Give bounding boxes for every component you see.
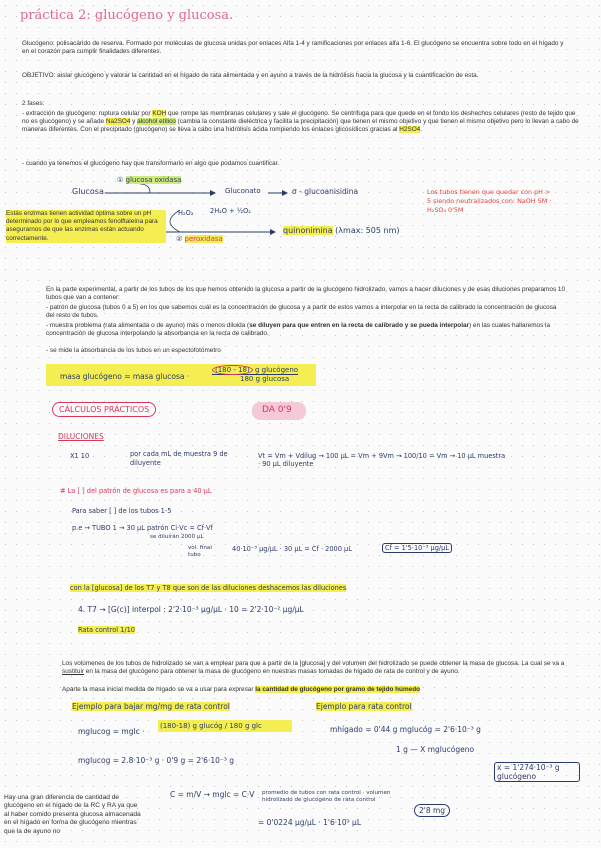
phase1-part: y (130, 118, 138, 126)
rata-control (78, 626, 135, 634)
neutralization-note: Los tubos tienen que quedar con pH > 5 siendo neutralizados con: NaOH 5M · H₂SO₄ 0'5M (427, 188, 552, 214)
para-saber: Para saber [ ] de los tubos 1-5 (72, 507, 172, 515)
arrow-head (282, 190, 288, 196)
sample-part: ) en las cuales hallaremos la concentración de glucosa interpolando la absorbancia en la recta de calibrado. (46, 322, 551, 338)
glycogen-per-gram-highlight: la cantidad de glucógeno por gramo de tejido húmedo (255, 686, 420, 693)
tubo-result: Cf = 1'5·10⁻³ μg/μL (382, 543, 452, 553)
quinone-row (283, 226, 400, 235)
right-eq1: mhígado = 0'44 g mglucóg = 2'6·10⁻³ g (330, 725, 481, 734)
enzyme1-label: glucosa oxidasa (125, 176, 182, 184)
tubo-note: se diluirán 2000 μL (150, 534, 204, 540)
phase1-part: . (420, 126, 423, 134)
t7-calc: 4. T7 → [G(c)] interpol : 2'2·10⁻³ μg/μL · 10 = 2'2·10⁻² μg/μL (78, 605, 304, 614)
enzyme1 (117, 176, 181, 184)
ejemplo-left-label: Ejemplo para bajar mg/mg de rata control (72, 702, 230, 711)
lambda-label: (λmax: 505 nm) (335, 226, 400, 235)
phase2-text: - cuando ya tenemos el glucógeno hay que transformarlo en algo que podamos cuantificar. (22, 160, 280, 167)
experimental-sample (46, 322, 566, 338)
experimental-absorbance: - se mide la absorbancia de los tubos en un espectofotómetro (46, 347, 221, 354)
volumes-part: Los volúmenes de los tubos de hidrolizado se van a emplear para que a partir de la [glucosa] y del volumen del hidrolizado se puede obtener la masa de glucosa. La cual se va a (62, 660, 565, 667)
right-result-box: x = 1'274·10⁻³ g glucógeno (494, 762, 580, 782)
fraction (212, 366, 298, 383)
na2so4-highlight: Na2SO4 (105, 118, 131, 126)
phases-title: 2 fases: (22, 100, 45, 107)
vol-label: vol. final tubo (188, 545, 212, 558)
c-eq: C = m/V → mglc = C·V (170, 790, 255, 799)
page-title: práctica 2: glucógeno y glucosa. (20, 8, 234, 23)
dil-desc: por cada mL de muestra 9 de diluyente (130, 450, 228, 467)
mass-equation: masa glucógeno = masa glucosa · (60, 372, 190, 381)
objective: OBJETIVO: aislar glucógeno y valorar la cantidad en el hígado de rata alimentada y en ayuno a través de la hidrólisis hacia la glucosa y la cuantificación de esta. (22, 72, 479, 79)
num1-icon: ① (117, 176, 124, 184)
frac-numerator: (180 - 18) (212, 365, 253, 375)
mglu-eq: mglucog = mglc · (78, 727, 145, 736)
h2o2-label: H₂O₂ (178, 209, 194, 217)
experimental-intro: En la parte experimental, a partir de los tubos de los que hemos obtenido la glucosa a partir de la glucógeno hidrolizado, vamos a hacer diluciones y de esas diluciones preparamos 10 tubos que van a contener: (46, 286, 566, 302)
dil-x: X1 10 (70, 452, 90, 460)
c-result-box: 2'8 mg (414, 804, 450, 817)
conc-title: # La [ ] del patrón de glucosa es para a 40 μL (60, 487, 212, 495)
experimental-pattern: - patrón de glucosa (tubos 0 a 5) en los que sabemos cuál es la concentración de glucosa y a partir de estos vamos a interpolar en la recta de calibrado la concentración de glucosa del resto de tubos. (46, 304, 557, 320)
c-notes: promedio de tubos con rata control · volumen hidrolizado de glucógeno de rata control (262, 790, 391, 803)
diluciones-title: DILUCIONES (58, 432, 104, 441)
phase1-part: (cambia la constante dieléctrica y facilita la precipitación) que tienen el mismo objetivo y que tienen el mismo objetivo pero lo llevan a cabo de maneras diferentes. Con el precipitado (glucógeno) se lleva a cabo una hidrólisis ácida rompiendo los enlaces glicosídicos gracias al (22, 118, 579, 134)
rata-label: Rata control 1/10 (78, 626, 135, 634)
frac-denominator: 180 (240, 375, 254, 383)
frac-den-unit: g glucosa (255, 375, 290, 383)
mglu-result: mglucog = 2.8·10⁻³ g · 0'9 g = 2'6·10⁻³ g (78, 756, 234, 765)
volumes-p2 (62, 686, 572, 694)
interp-label: con la [glucosa] de los T7 y T8 que son de las diluciones deshacemos las diluciones (70, 584, 347, 592)
enzyme2 (176, 235, 223, 243)
volumes-p1 (62, 660, 572, 676)
num2-icon: ② (176, 235, 183, 243)
koh-highlight: KOH (152, 110, 167, 117)
ejemplo-left (72, 702, 230, 711)
peroxidasa-label: peroxidasa (184, 235, 223, 243)
volumes-part: Aparte la masa inicial medida de hígado se va a usar para expresar (62, 686, 256, 693)
phase1-part: que rompe las membranas celulares y sale el glucógeno. Se centrifuga para que quede en el fondo los deshechos celulares (resto de tejido que no es glucógeno) y se añade (22, 110, 576, 126)
glucosa-label: Glucosa (72, 187, 104, 196)
quinone-label: quinonimina (283, 226, 333, 235)
sample-bold: se diluyen para que entren en la recta de calibrado y se pueda interpolar (249, 322, 470, 329)
bottom-note: Hay una gran diferencia de cantidad de glucógeno en el hígado de la RC y RA ya que al haber comido presenta glucosa almacenada en el hígado en forma de glucógeno mientras que la de ayuno no (4, 794, 141, 835)
da-label: DA 0'9 (262, 405, 292, 415)
alcohol-highlight: alcohol etílico (137, 118, 176, 126)
dil-vt: Vt = Vm + Vdilug → 100 μL = Vm + 9Vm → 100/10 = Vm → 10 μL muestra · 90 μL diluyente (258, 452, 506, 468)
c-calc: = 0'0224 μg/μL · 1'6·10³ μL (258, 818, 362, 827)
tubo-eq: p.e → TUBO 1 → 30 μL patrón Ci·Vc = Cf·Vf (72, 524, 213, 532)
water-label: 2H₂O + ½O₂ (210, 207, 251, 215)
sustituir-underline: sustituir (62, 668, 85, 676)
mglu-frac: (180-18) g glucóg / 180 g glc (158, 720, 292, 732)
ejemplo-right (316, 702, 412, 711)
product-label: σ - glucoanisidina (292, 187, 359, 196)
calculos-title: CÁLCULOS PRÁCTICOS (52, 402, 156, 417)
ejemplo-right-label: Ejemplo para rata control (316, 702, 412, 711)
arrow-head (270, 229, 276, 235)
phase1-part: - extracción de glucógeno: ruptura celular por (22, 110, 153, 117)
sample-part: - muestra problema (rata alimentada o de ayuno) más o menos diluida ( (46, 322, 250, 329)
tubo-calc: 40·10⁻³ μg/μL · 30 μL = Cf · 2000 μL (232, 545, 352, 553)
arrow-head (210, 190, 216, 196)
enzyme-curve (140, 184, 150, 193)
h2so4-highlight: H2SO4 (399, 126, 421, 134)
volumes-part: en la masa del glucógeno para obtener la masa de glucógeno en nuestras masas tomadas de hígado de rata de control y de ayuno. (84, 668, 460, 676)
gluconato-label: Gluconato (225, 187, 261, 195)
interp-text (70, 584, 346, 592)
glycogen-definition: Glucógeno: polisacárido de reserva. Formado por moléculas de glucosa unidas por enlaces Alfa 1-4 y ramificaciones por enlaces alfa 1-6. El glucógeno se encuentra sobre todo en el hígado y en el corazón para cumplir finalidades diferentes. (22, 40, 564, 56)
right-eq2: 1 g — X mglucógeno (396, 745, 475, 754)
enzymes-note: Estás enzimas tienen actividad óptima sobre un pH determinado por lo que empleamos fenolftaleína para asegurarnos de que las enzimas están actuando correctamente. (6, 210, 166, 243)
phase1-text (22, 110, 582, 135)
frac-num-unit: g glucógeno (254, 366, 299, 374)
